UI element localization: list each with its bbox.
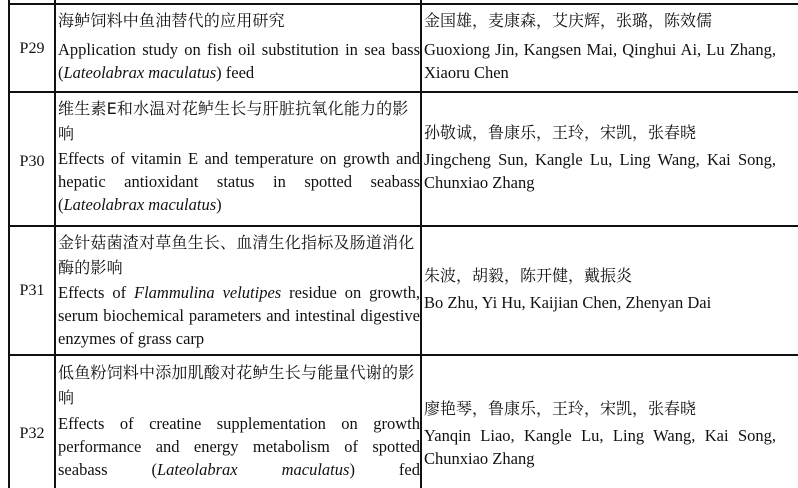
title-english: Effects of creatine supplementation on growth performance and energy metabolism of spotted seabass (Lateolabrax maculatus) fed — [58, 414, 420, 479]
title-chinese: 金针菇菌渣对草鱼生长、血清生化指标及肠道消化酶的影响 — [58, 233, 415, 277]
poster-id: P30 — [19, 153, 45, 170]
row-divider — [8, 354, 798, 356]
authors-chinese: 廖艳琴，鲁康乐，王玲，宋凯，张春晓 — [424, 399, 697, 418]
authors-english: Guoxiong Jin, Kangsen Mai, Qinghui Ai, Lu Zhang, Xiaoru Chen — [424, 40, 776, 82]
authors-english: Jingcheng Sun, Kangle Lu, Ling Wang, Kai Song, Chunxiao Zhang — [424, 150, 776, 192]
title-chinese: 海鲈饲料中鱼油替代的应用研究 — [58, 11, 285, 30]
row-divider — [8, 225, 798, 227]
authors-english: Yanqin Liao, Kangle Lu, Ling Wang, Kai Song, Chunxiao Zhang — [424, 426, 776, 468]
column-divider — [8, 0, 10, 488]
poster-id: P31 — [19, 282, 45, 299]
authors-chinese: 朱波，胡毅，陈开健，戴振炎 — [424, 266, 633, 285]
row-divider — [8, 91, 798, 93]
authors-english: Bo Zhu, Yi Hu, Kaijian Chen, Zhenyan Dai — [424, 293, 712, 312]
title-english: Effects of vitamin E and temperature on growth and hepatic antioxidant status in spotted seabass (Lateolabrax maculatus) — [58, 149, 420, 214]
authors-chinese: 金国雄，麦康森，艾庆辉，张璐，陈效儒 — [424, 11, 713, 30]
title-chinese: 低鱼粉饲料中添加肌酸对花鲈生长与能量代谢的影响 — [58, 363, 415, 407]
title-english: Application study on fish oil substitution in sea bass (Lateolabrax maculatus) feed — [58, 40, 420, 82]
poster-id: P29 — [19, 40, 45, 57]
poster-id: P32 — [19, 425, 45, 442]
title-english: Effects of Flammulina velutipes residue on growth, serum biochemical parameters and intestinal digestive enzymes of grass carp — [58, 283, 420, 348]
column-divider — [420, 0, 422, 488]
row-divider — [8, 3, 798, 5]
authors-chinese: 孙敬诚，鲁康乐，王玲，宋凯，张春晓 — [424, 123, 697, 142]
column-divider — [54, 0, 56, 488]
title-chinese: 维生素E和水温对花鲈生长与肝脏抗氧化能力的影响 — [58, 99, 409, 143]
